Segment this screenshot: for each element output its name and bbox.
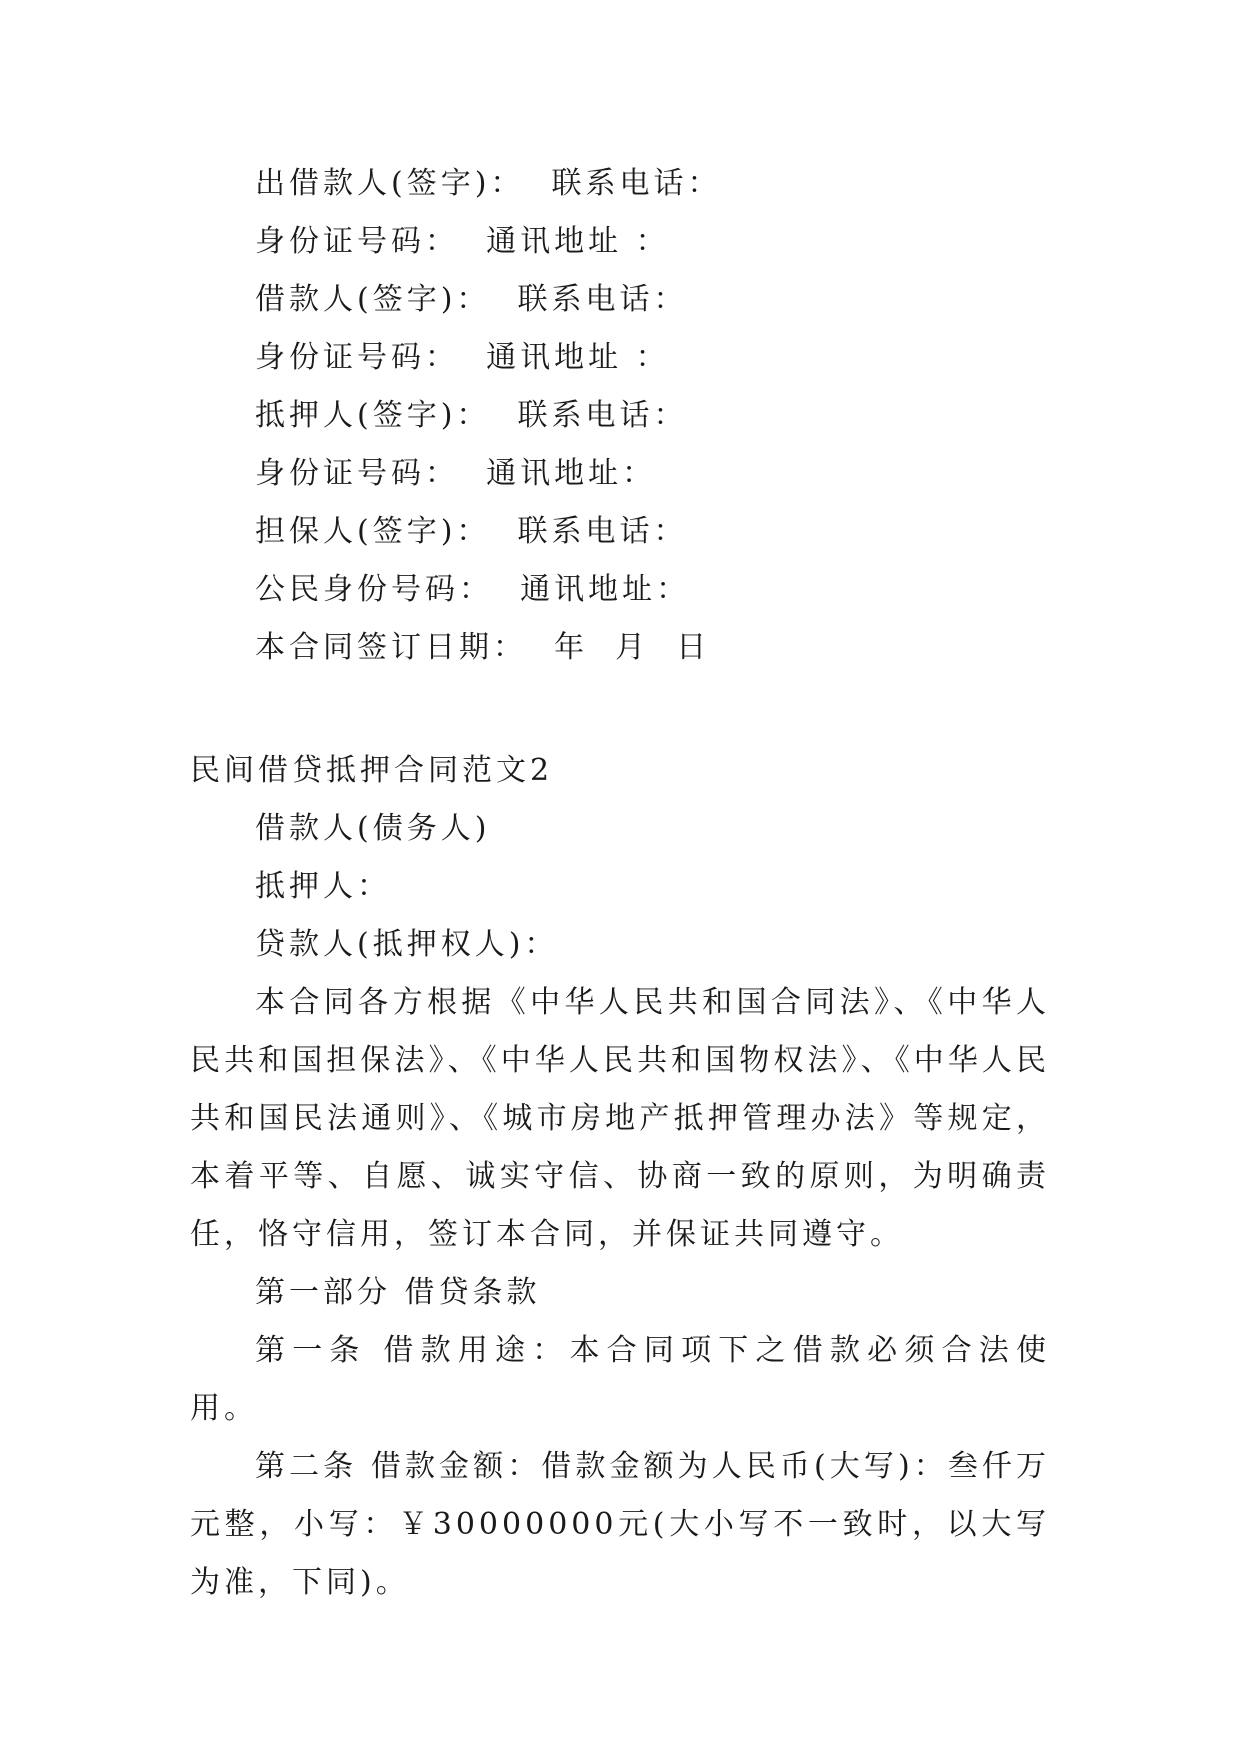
signature-line-guarantor-id: 公民身份号码： 通讯地址： xyxy=(255,572,691,607)
signature-block xyxy=(255,155,1055,677)
signature-line-contract-date: 本合同签订日期： 年 月 日 xyxy=(255,630,711,665)
signature-line-lender-id: 身份证号码： 通讯地址 ： xyxy=(255,224,670,259)
signature-line-guarantor: 担保人(签字)： 联系电话： xyxy=(255,514,688,549)
signature-line-mortgagor: 抵押人(签字)： 联系电话： xyxy=(255,398,688,433)
signature-line-lender: 出借款人(签字)： 联系电话： xyxy=(255,166,722,201)
section-heading-loan-terms: 第一部分 借贷条款 xyxy=(255,1275,541,1310)
document-title: 民间借贷抵押合同范文2 xyxy=(190,753,554,788)
paragraph-mortgagor: 抵押人： xyxy=(255,869,391,904)
signature-line-mortgagor-id: 身份证号码： 通讯地址： xyxy=(255,456,657,491)
article-2-loan-amount: 第二条 借款金额：借款金额为人民币(大写)：叁仟万元整，小写：￥30000000元(大小写不一致时，以大写为准，下同)。 xyxy=(190,1449,1050,1600)
contract-body xyxy=(190,800,1050,1612)
article-1-loan-purpose: 第一条 借款用途：本合同项下之借款必须合法使用。 xyxy=(190,1333,1050,1426)
paragraph-preamble: 本合同各方根据《中华人民共和国合同法》、《中华人民共和国担保法》、《中华人民共和国物权法》、《中华人民共和国民法通则》、《城市房地产抵押管理办法》等规定，本着平等、自愿、诚实守信、协商一致的原则，为明确责任，恪守信用，签订本合同，并保证共同遵守。 xyxy=(190,985,1050,1252)
signature-line-borrower-id: 身份证号码： 通讯地址 ： xyxy=(255,340,670,375)
paragraph-lender: 贷款人(抵押权人)： xyxy=(255,927,559,962)
signature-line-borrower: 借款人(签字)： 联系电话： xyxy=(255,282,688,317)
paragraph-borrower: 借款人(债务人) xyxy=(255,811,491,846)
